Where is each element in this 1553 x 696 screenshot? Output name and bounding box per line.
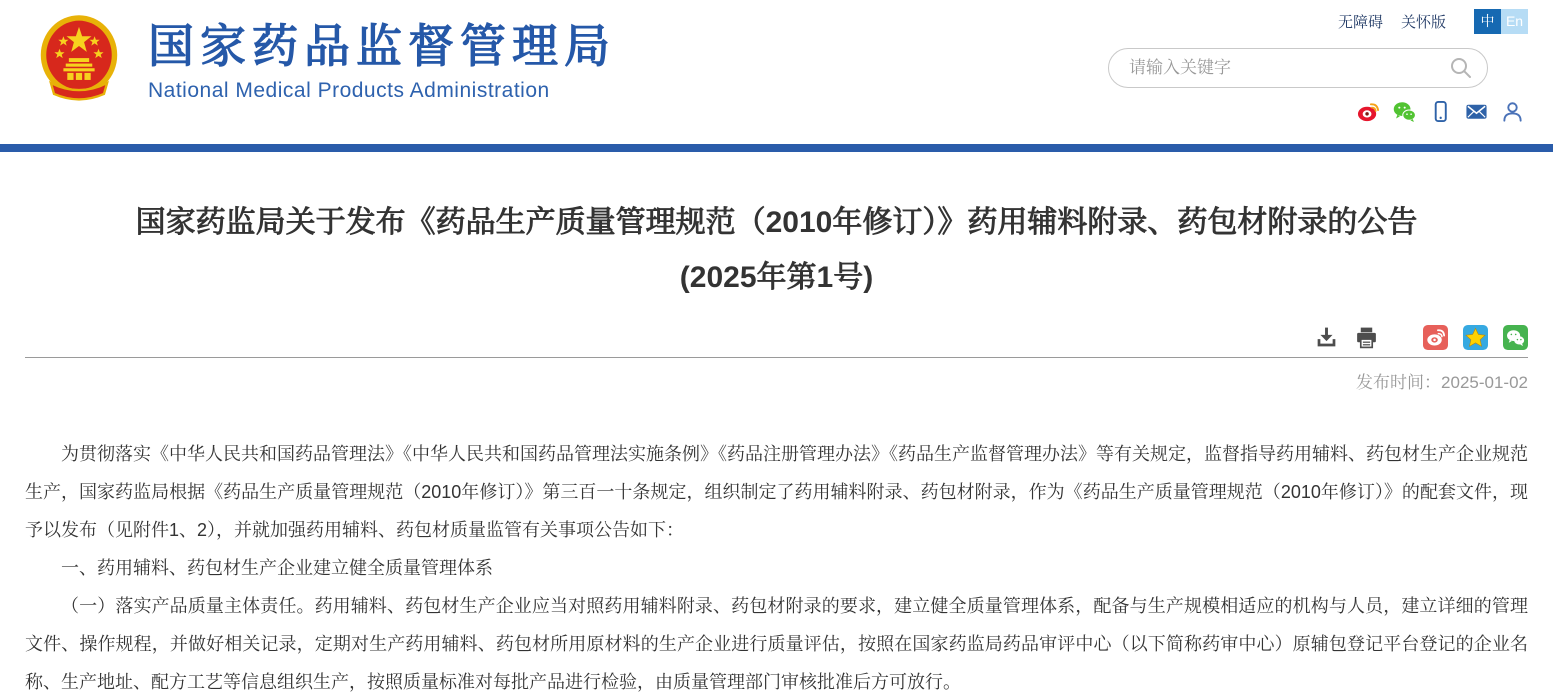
page-title-line2: (2025年第1号) bbox=[679, 261, 874, 294]
email-icon[interactable] bbox=[1465, 100, 1488, 123]
site-logo[interactable] bbox=[40, 14, 616, 110]
publish-label: 发布时间： bbox=[1356, 373, 1442, 392]
article-toolbar bbox=[25, 325, 1528, 350]
qzone-share-icon[interactable] bbox=[1463, 325, 1488, 350]
title-divider bbox=[25, 357, 1528, 358]
wechat-share-icon[interactable] bbox=[1503, 325, 1528, 350]
mobile-icon[interactable] bbox=[1429, 100, 1452, 123]
site-title: 国家药品监督管理局 bbox=[148, 19, 616, 72]
lang-en-button[interactable]: En bbox=[1501, 9, 1528, 34]
weibo-share-icon[interactable] bbox=[1423, 325, 1448, 350]
site-header bbox=[0, 0, 1553, 144]
publish-date: 2025-01-02 bbox=[1441, 373, 1528, 392]
page-title bbox=[25, 198, 1528, 303]
wechat-icon[interactable] bbox=[1393, 100, 1416, 123]
search-input[interactable] bbox=[1129, 58, 1449, 78]
site-subtitle: National Medical Products Administration bbox=[148, 79, 550, 103]
paragraph: 为贯彻落实《中华人民共和国药品管理法》《中华人民共和国药品管理法实施条例》《药品注册管理办法》《药品生产监督管理办法》等有关规定，监督指导药用辅料、药包材生产企业规范生产，国家药监局根据《药品生产质量管理规范（2010年修订）》第三百一十条规定，组织制定了药用辅料附录、药包材附录，作为《药品生产质量管理规范（2010年修订）》的配套文件，现予以发布（见附件1、2），并就加强药用辅料、药包材质量监管有关事项公告如下： bbox=[25, 444, 1528, 540]
page-title-line1: 国家药监局关于发布《药品生产质量管理规范（2010年修订）》药用辅料附录、药包材附录的公告 bbox=[135, 206, 1418, 239]
search-icon[interactable] bbox=[1449, 56, 1473, 80]
header-right bbox=[1108, 8, 1528, 123]
print-icon[interactable] bbox=[1354, 325, 1379, 350]
top-links bbox=[1108, 8, 1528, 34]
article-body bbox=[25, 435, 1528, 696]
care-version-link[interactable]: 关怀版 bbox=[1400, 13, 1446, 31]
national-emblem-icon bbox=[40, 14, 118, 110]
article-content bbox=[0, 198, 1553, 696]
nav-bar bbox=[0, 144, 1553, 152]
paragraph: （一）落实产品质量主体责任。药用辅料、药包材生产企业应当对照药用辅料附录、药包材附录的要求，建立健全质量管理体系，配备与生产规模相适应的机构与人员，建立详细的管理文件、操作规程，并做好相关记录，定期对生产药用辅料、药包材所用原材料的生产企业进行质量评估，按照在国家药监局药品审评中心（以下简称药审中心）原辅包登记平台登记的企业名称、生产地址、配方工艺等信息组织生产，按照质量标准对每批产品进行检验，由质量管理部门审核批准后方可放行。 bbox=[25, 596, 1528, 692]
social-row bbox=[1108, 100, 1528, 123]
search-box bbox=[1108, 48, 1488, 88]
language-toggle bbox=[1474, 9, 1528, 34]
lang-zh-button[interactable]: 中 bbox=[1474, 9, 1501, 34]
download-icon[interactable] bbox=[1314, 325, 1339, 350]
logo-text bbox=[148, 21, 616, 104]
user-icon[interactable] bbox=[1501, 100, 1524, 123]
paragraph: 一、药用辅料、药包材生产企业建立健全质量管理体系 bbox=[61, 558, 493, 578]
accessibility-link[interactable]: 无障碍 bbox=[1337, 13, 1383, 31]
publish-row bbox=[25, 368, 1528, 393]
weibo-icon[interactable] bbox=[1357, 100, 1380, 123]
